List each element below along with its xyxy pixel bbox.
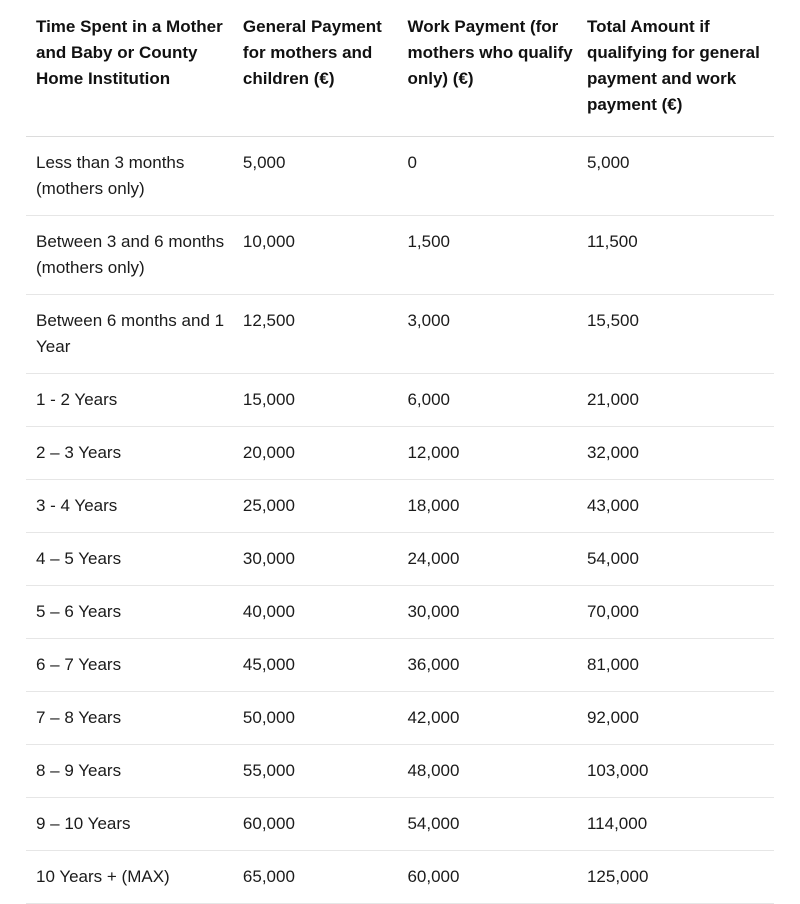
cell-general-payment: 20,000 [243, 427, 408, 480]
cell-work-payment: 36,000 [407, 639, 587, 692]
cell-total-amount: 70,000 [587, 586, 774, 639]
column-header-general-payment: General Payment for mothers and children (€) [243, 0, 408, 137]
cell-period: 9 – 10 Years [26, 798, 243, 851]
cell-general-payment: 55,000 [243, 745, 408, 798]
cell-work-payment: 42,000 [407, 692, 587, 745]
cell-general-payment: 65,000 [243, 851, 408, 904]
table-row [26, 692, 774, 745]
table-row [26, 427, 774, 480]
cell-general-payment: 15,000 [243, 374, 408, 427]
cell-period: Between 3 and 6 months (mothers only) [26, 216, 243, 295]
payments-table [26, 0, 774, 904]
cell-work-payment: 3,000 [407, 295, 587, 374]
cell-work-payment: 18,000 [407, 480, 587, 533]
table-header [26, 0, 774, 137]
table-row [26, 533, 774, 586]
table-row [26, 586, 774, 639]
cell-general-payment: 40,000 [243, 586, 408, 639]
cell-period: 7 – 8 Years [26, 692, 243, 745]
cell-total-amount: 11,500 [587, 216, 774, 295]
cell-total-amount: 114,000 [587, 798, 774, 851]
table-row [26, 639, 774, 692]
cell-total-amount: 125,000 [587, 851, 774, 904]
table-row [26, 374, 774, 427]
cell-total-amount: 54,000 [587, 533, 774, 586]
cell-period: Between 6 months and 1 Year [26, 295, 243, 374]
column-header-total-amount: Total Amount if qualifying for general payment and work payment (€) [587, 0, 774, 137]
cell-work-payment: 24,000 [407, 533, 587, 586]
cell-general-payment: 10,000 [243, 216, 408, 295]
column-header-time-spent: Time Spent in a Mother and Baby or County Home Institution [26, 0, 243, 137]
cell-work-payment: 60,000 [407, 851, 587, 904]
cell-period: 1 - 2 Years [26, 374, 243, 427]
cell-period: 2 – 3 Years [26, 427, 243, 480]
table-row [26, 745, 774, 798]
cell-period: 10 Years + (MAX) [26, 851, 243, 904]
cell-work-payment: 0 [407, 137, 587, 216]
cell-general-payment: 25,000 [243, 480, 408, 533]
column-header-work-payment: Work Payment (for mothers who qualify only) (€) [407, 0, 587, 137]
table-row [26, 851, 774, 904]
cell-general-payment: 50,000 [243, 692, 408, 745]
table-row [26, 216, 774, 295]
cell-general-payment: 60,000 [243, 798, 408, 851]
cell-period: 5 – 6 Years [26, 586, 243, 639]
table-row [26, 137, 774, 216]
cell-period: 6 – 7 Years [26, 639, 243, 692]
table-row [26, 480, 774, 533]
cell-total-amount: 103,000 [587, 745, 774, 798]
cell-work-payment: 30,000 [407, 586, 587, 639]
cell-period: 8 – 9 Years [26, 745, 243, 798]
table-header-row [26, 0, 774, 137]
cell-total-amount: 81,000 [587, 639, 774, 692]
cell-total-amount: 92,000 [587, 692, 774, 745]
cell-period: 3 - 4 Years [26, 480, 243, 533]
cell-work-payment: 1,500 [407, 216, 587, 295]
cell-period: 4 – 5 Years [26, 533, 243, 586]
cell-work-payment: 54,000 [407, 798, 587, 851]
cell-general-payment: 5,000 [243, 137, 408, 216]
cell-general-payment: 30,000 [243, 533, 408, 586]
cell-work-payment: 6,000 [407, 374, 587, 427]
cell-general-payment: 45,000 [243, 639, 408, 692]
table-body [26, 137, 774, 904]
cell-work-payment: 12,000 [407, 427, 587, 480]
cell-total-amount: 43,000 [587, 480, 774, 533]
cell-total-amount: 15,500 [587, 295, 774, 374]
table-row [26, 798, 774, 851]
table-row [26, 295, 774, 374]
cell-total-amount: 21,000 [587, 374, 774, 427]
cell-work-payment: 48,000 [407, 745, 587, 798]
cell-total-amount: 32,000 [587, 427, 774, 480]
cell-period: Less than 3 months (mothers only) [26, 137, 243, 216]
cell-total-amount: 5,000 [587, 137, 774, 216]
cell-general-payment: 12,500 [243, 295, 408, 374]
